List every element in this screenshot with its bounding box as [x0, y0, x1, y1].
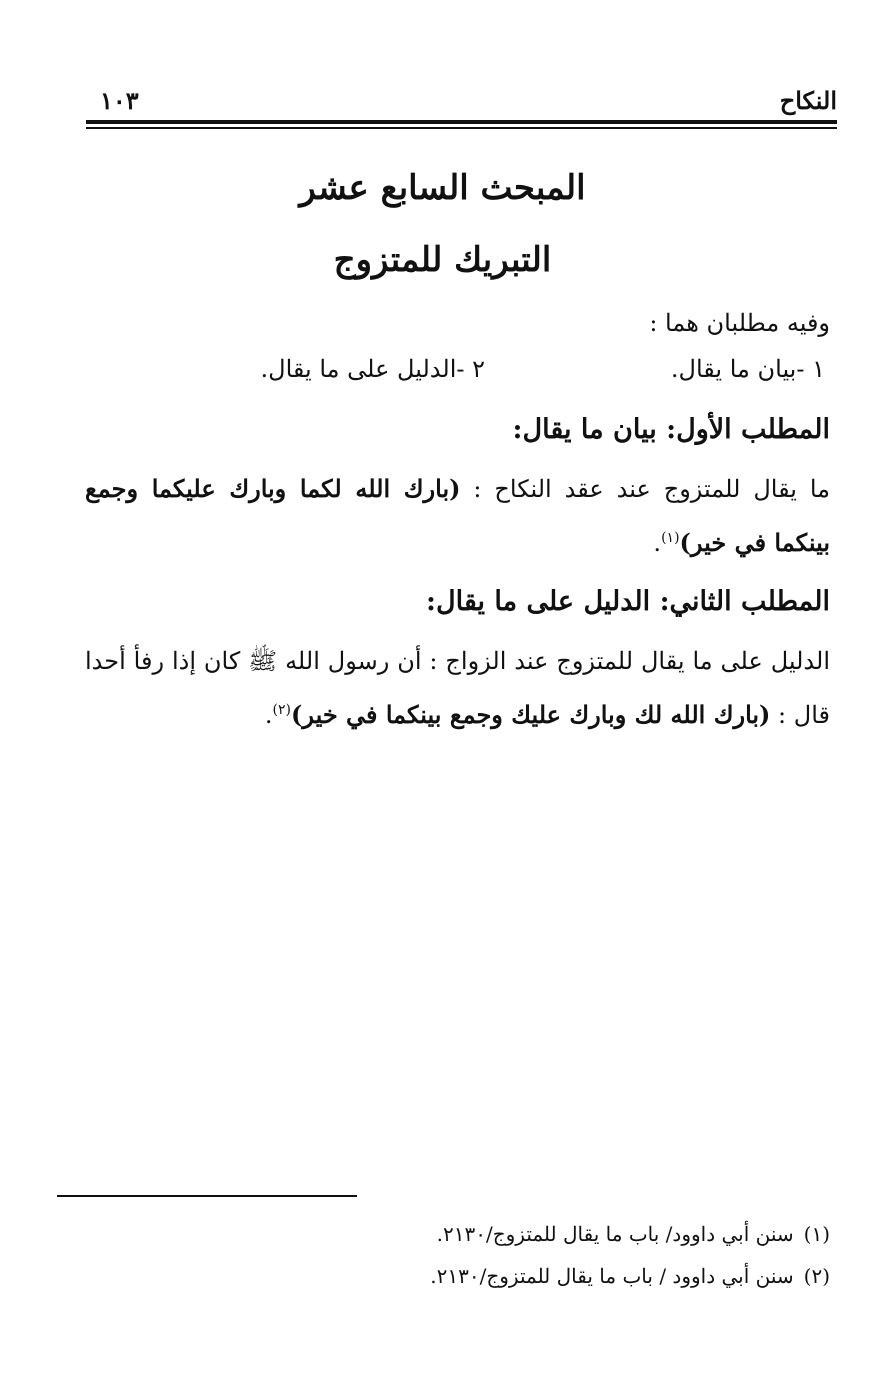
section-1-title: المطلب الأول: بيان ما يقال: — [512, 414, 830, 445]
footnote-1 — [437, 1222, 830, 1246]
footnote-2-number: (٢) — [803, 1264, 830, 1288]
footnote-separator — [57, 1195, 357, 1197]
section-2-quote: (بارك الله لك وبارك عليك وجمع بينكما في خير) — [291, 700, 771, 729]
footnote-2 — [430, 1264, 830, 1288]
running-header-chapter: النكاح — [779, 86, 837, 115]
section-1-paragraph — [85, 462, 830, 570]
section-2-text: الدليل على ما يقال للمتزوج عند الزواج : أن رسول الله ﷺ كان إذا رفأ أحدا قال : — [85, 647, 830, 729]
footnote-ref-2: (٢) — [272, 702, 291, 718]
footnote-1-number: (١) — [803, 1222, 830, 1246]
intro-text: وفيه مطلبان هما : — [649, 309, 830, 337]
list-item-2: ٢ -الدليل على ما يقال. — [260, 355, 485, 383]
page-number: ١٠٣ — [100, 86, 139, 115]
header-rule-thin — [86, 127, 837, 129]
section-1-end: . — [653, 529, 662, 557]
section-1-text: ما يقال للمتزوج عند عقد النكاح : — [460, 475, 830, 503]
section-1-quote: (بارك الله لكما وبارك عليكما وجمع بينكما في خير) — [85, 474, 830, 557]
chapter-subheading: التبريك للمتزوج — [333, 240, 552, 280]
section-2-paragraph — [85, 634, 830, 742]
header-rule-thick — [86, 120, 837, 124]
section-2-end: . — [264, 701, 273, 729]
list-item-1: ١ -بيان ما يقال. — [670, 355, 825, 383]
footnote-ref-1: (١) — [661, 530, 680, 546]
section-2-title: المطلب الثاني: الدليل على ما يقال: — [426, 586, 830, 617]
footnote-2-text: سنن أبي داوود / باب ما يقال للمتزوج/٢١٣٠. — [430, 1264, 794, 1288]
footnote-1-text: سنن أبي داوود/ باب ما يقال للمتزوج/٢١٣٠. — [436, 1222, 794, 1246]
chapter-heading: المبحث السابع عشر — [299, 168, 586, 208]
